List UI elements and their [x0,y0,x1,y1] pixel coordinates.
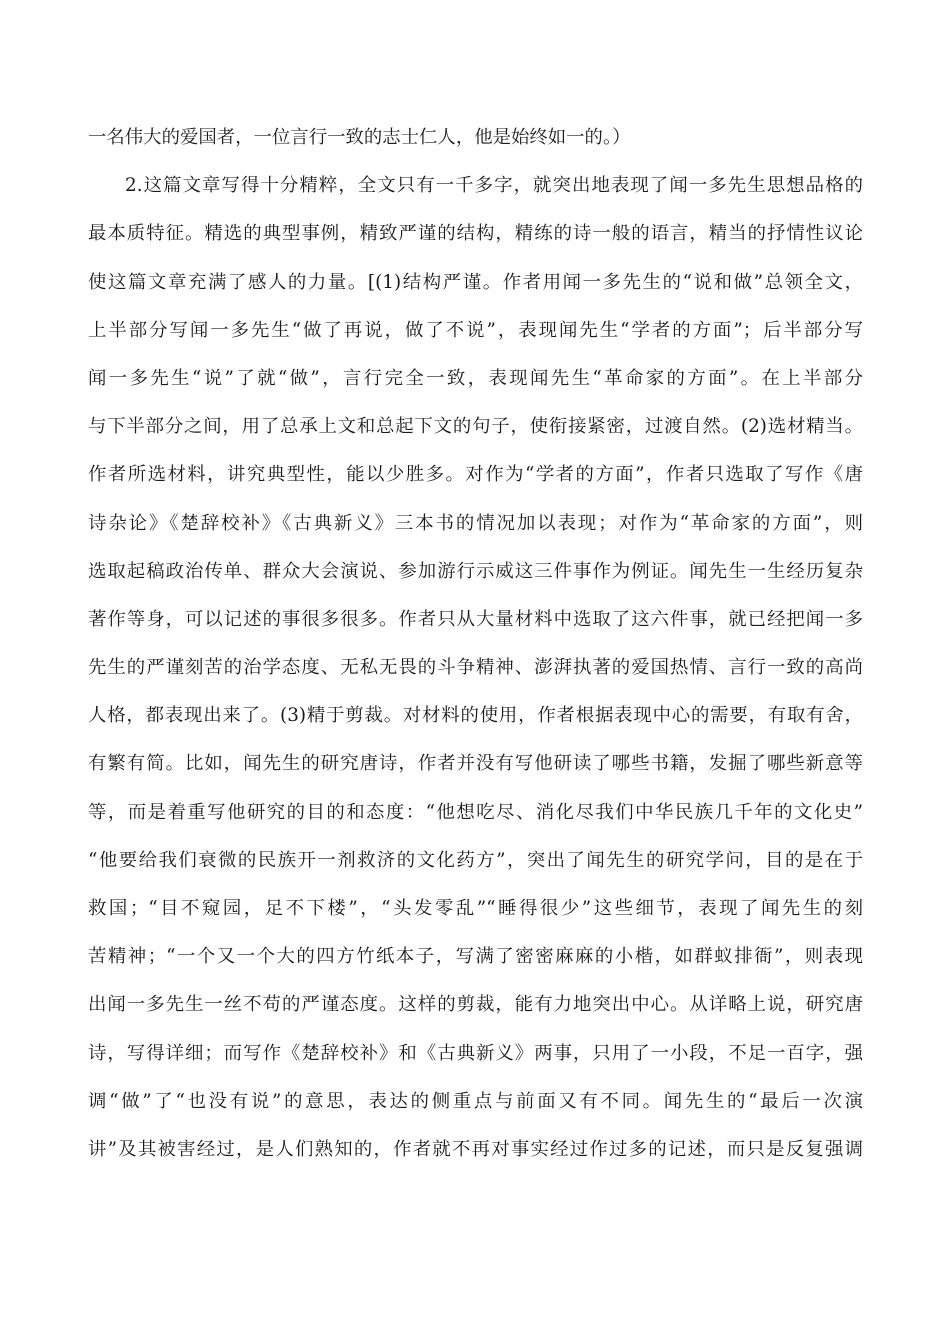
text-line: 与下半部分之间，用了总承上文和总起下文的句子，使衔接紧密，过渡自然。(2)选材精当。 [88,416,863,438]
text-line: 选取起稿政治传单、群众大会演说、参加游行示威这三件事作为例证。闻先生一生经历复杂 [88,560,863,582]
text-line: 诗杂论》《楚辞校补》《古典新义》三本书的情况加以表现；对作为“革命家的方面”，则 [88,512,863,534]
text-line: 诗，写得详细；而写作《楚辞校补》和《古典新义》两事，只用了一小段，不足一百字，强 [88,1042,863,1064]
paragraph-start-line: 2.这篇文章写得十分精粹，全文只有一千多字，就突出地表现了闻一多先生思想品格的 [125,175,863,197]
text-line: “他要给我们衰微的民族开一剂救济的文化药方”，突出了闻先生的研究学问，目的是在于 [88,849,863,871]
text-line: 救国；“目不窥园，足不下楼”，“头发零乱”“睡得很少”这些细节，表现了闻先生的刻 [88,898,863,919]
text-line: 出闻一多先生一丝不苟的严谨态度。这样的剪裁，能有力地突出中心。从详略上说，研究唐 [88,994,863,1016]
text-line: 人格，都表现出来了。(3)精于剪裁。对材料的使用，作者根据表现中心的需要，有取有舍， [88,705,863,727]
text-line: 著作等身，可以记述的事很多很多。作者只从大量材料中选取了这六件事，就已经把闻一多 [88,608,863,630]
text-line: 使这篇文章充满了感人的力量。[(1)结构严谨。作者用闻一多先生的“说和做”总领全文， [88,271,863,293]
text-line: 最本质特征。精选的典型事例，精致严谨的结构，精练的诗一般的语言，精当的抒情性议论 [88,223,863,245]
text-line: 作者所选材料，讲究典型性，能以少胜多。对作为“学者的方面”，作者只选取了写作《唐 [88,464,863,486]
text-line: 苦精神；“一个又一个大的四方竹纸本子，写满了密密麻麻的小楷，如群蚁排衙”，则表现 [88,946,863,968]
text-line: 上半部分写闻一多先生“做了再说，做了不说”，表现闻先生“学者的方面”；后半部分写 [88,319,863,341]
text-line: 调“做”了“也没有说”的意思，表达的侧重点与前面又有不同。闻先生的“最后一次演 [88,1090,863,1112]
text-line: 先生的严谨刻苦的治学态度、无私无畏的斗争精神、澎湃执著的爱国热情、言行一致的高尚 [88,657,863,679]
text-line: 有繁有简。比如，闻先生的研究唐诗，作者并没有写他研读了哪些书籍，发掘了哪些新意等 [88,753,863,775]
text-line: 一名伟大的爱国者，一位言行一致的志士仁人，他是始终如一的。） [88,127,631,148]
document-body [88,114,863,1174]
text-line: 讲”及其被害经过，是人们熟知的，作者就不再对事实经过作过多的记述，而只是反复强调 [88,1138,863,1160]
text-line: 闻一多先生“说”了就“做”，言行完全一致，表现闻先生“革命家的方面”。在上半部分 [88,367,863,389]
text-line: 等，而是着重写他研究的目的和态度：“他想吃尽、消化尽我们中华民族几千年的文化史” [88,801,863,823]
